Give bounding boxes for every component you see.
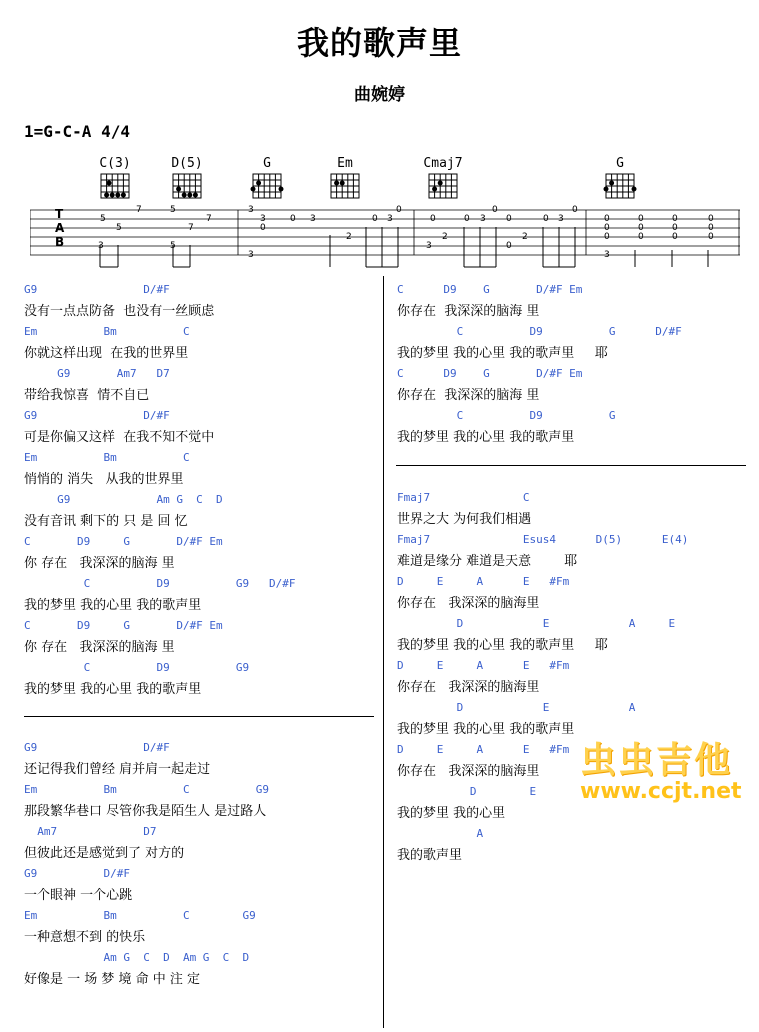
svg-text:5: 5 (100, 214, 106, 224)
svg-text:0: 0 (506, 241, 512, 251)
guitar-tab-staff (30, 205, 740, 275)
chord-name: G (616, 156, 624, 171)
lyric-line: 但彼此还是感觉到了 对方的 (24, 846, 185, 861)
svg-text:0: 0 (708, 223, 714, 233)
svg-text:2: 2 (346, 232, 352, 242)
svg-text:3: 3 (98, 241, 104, 251)
svg-text:0: 0 (290, 214, 296, 224)
tab-label: A (55, 221, 65, 235)
site-watermark (580, 732, 755, 804)
lyric-line: 悄悄的 消失 从我的世界里 (24, 472, 184, 487)
chord-line: C D9 G D/#F (397, 325, 682, 338)
lyric-line: 我的梦里 我的心里 我的歌声里 (24, 598, 202, 613)
chord-line: Am7 D7 (24, 825, 157, 838)
column-divider (383, 276, 384, 1028)
svg-text:3: 3 (260, 214, 266, 224)
chord-name: G (263, 156, 271, 171)
lyric-line: 你存在 我深深的脑海 里 (397, 304, 540, 319)
lyric-line: 一个眼神 一个心跳 (24, 888, 133, 903)
lyric-line: 还记得我们曾经 肩并肩一起走过 (24, 762, 211, 777)
lyric-line: 你就这样出现 在我的世界里 (24, 346, 189, 361)
svg-text:0: 0 (672, 232, 678, 242)
artist-name: 曲婉婷 (354, 85, 405, 105)
chord-line: G9 D/#F (24, 867, 130, 880)
chord-line: G9 Am G C D (24, 493, 223, 506)
svg-text:0: 0 (604, 223, 610, 233)
chord-line: D E A E #Fm (397, 743, 570, 756)
lyric-line: 一种意想不到 的快乐 (24, 930, 146, 945)
svg-text:3: 3 (426, 241, 432, 251)
svg-text:0: 0 (260, 223, 266, 233)
chord-line: Em Bm C (24, 325, 190, 338)
svg-text:7: 7 (206, 214, 212, 224)
lyric-line: 没有一点点防备 也没有一丝顾虑 (24, 304, 215, 319)
svg-text:0: 0 (604, 232, 610, 242)
svg-text:7: 7 (136, 205, 142, 215)
lyric-line: 我的梦里 我的心里 我的歌声里 (397, 430, 575, 445)
lyric-line: 你存在 我深深的脑海里 (397, 764, 540, 779)
chord-line: Am G C D Am G C D (24, 951, 250, 964)
svg-text:0: 0 (638, 232, 644, 242)
lyric-line: 你存在 我深深的脑海里 (397, 680, 540, 695)
chord-line: Fmaj7 C (397, 491, 530, 504)
svg-text:5: 5 (170, 241, 176, 251)
svg-text:0: 0 (430, 214, 436, 224)
chord-name: Em (337, 156, 353, 171)
svg-text:2: 2 (522, 232, 528, 242)
svg-text:3: 3 (248, 250, 254, 260)
chord-diagram (423, 172, 463, 200)
section-divider (24, 716, 374, 717)
chord-line: D E A E #Fm (397, 575, 570, 588)
svg-text:0: 0 (464, 214, 470, 224)
chord-line: Em Bm C G9 (24, 783, 270, 796)
chord-line: G9 D/#F (24, 741, 170, 754)
svg-text:0: 0 (604, 214, 610, 224)
svg-text:7: 7 (188, 223, 194, 233)
chord-diagram (247, 172, 287, 200)
chord-line: D E (397, 785, 537, 798)
svg-text:3: 3 (310, 214, 316, 224)
chord-line: Em Bm C (24, 451, 190, 464)
lyric-line: 我的梦里 我的心里 我的歌声里 耶 (397, 638, 608, 653)
chord-line: A (397, 827, 484, 840)
tab-label: T (55, 207, 64, 221)
svg-text:5: 5 (116, 223, 122, 233)
chord-line: D E A E #Fm (397, 659, 570, 672)
svg-text:5: 5 (170, 205, 176, 215)
lyric-line: 你存在 我深深的脑海 里 (397, 388, 540, 403)
chord-line: C D9 G9 D/#F (24, 577, 296, 590)
lyric-line: 你 存在 我深深的脑海 里 (24, 556, 175, 571)
key-signature: 1=G-C-A 4/4 (24, 122, 130, 141)
svg-text:0: 0 (638, 214, 644, 224)
svg-text:0: 0 (638, 223, 644, 233)
lyric-line: 我的梦里 我的心里 我的歌声里 (24, 682, 202, 697)
lyric-line: 我的梦里 我的心里 我的歌声里 耶 (397, 346, 608, 361)
watermark-url: www.ccjt.net (580, 779, 742, 804)
section-divider (396, 465, 746, 466)
chord-line: D E A (397, 701, 636, 714)
lyric-line: 没有音讯 剩下的 只 是 回 忆 (24, 514, 188, 529)
svg-text:0: 0 (572, 205, 578, 215)
lyric-line: 我的梦里 我的心里 我的歌声里 (397, 722, 575, 737)
svg-text:0: 0 (372, 214, 378, 224)
chord-line: C D9 G9 (24, 661, 250, 674)
chord-diagram (325, 172, 365, 200)
lyric-line: 可是你偏又这样 在我不知不觉中 (24, 430, 215, 445)
svg-text:3: 3 (248, 205, 254, 215)
watermark-logo-text: 虫虫吉他 (580, 740, 733, 781)
lyric-line: 世界之大 为何我们相遇 (397, 512, 532, 527)
svg-text:0: 0 (506, 214, 512, 224)
chord-name: C(3) (99, 156, 131, 171)
chord-diagram (167, 172, 207, 200)
lyric-line: 你 存在 我深深的脑海 里 (24, 640, 175, 655)
chord-line: G9 D/#F (24, 283, 170, 296)
lyric-line: 我的歌声里 (397, 848, 463, 863)
lyric-line: 你存在 我深深的脑海里 (397, 596, 540, 611)
chord-name: D(5) (171, 156, 203, 171)
tab-label: B (55, 235, 65, 249)
lyric-line: 那段繁华巷口 尽管你我是陌生人 是过路人 (24, 804, 267, 819)
lyric-line: 好像是 一 场 梦 境 命 中 注 定 (24, 972, 201, 987)
svg-text:0: 0 (492, 205, 498, 215)
chord-diagram (95, 172, 135, 200)
lyric-line: 难道是缘分 难道是天意 耶 (397, 554, 578, 569)
svg-text:3: 3 (558, 214, 564, 224)
chord-line: Fmaj7 Esus4 D(5) E(4) (397, 533, 689, 546)
chord-line: G9 Am7 D7 (24, 367, 170, 380)
svg-text:0: 0 (672, 223, 678, 233)
chord-line: C D9 G (397, 409, 616, 422)
svg-text:2: 2 (442, 232, 448, 242)
svg-text:0: 0 (708, 214, 714, 224)
chord-line: C D9 G D/#F Em (397, 283, 583, 296)
svg-text:0: 0 (672, 214, 678, 224)
svg-text:0: 0 (396, 205, 402, 215)
svg-text:0: 0 (543, 214, 549, 224)
chord-diagram (600, 172, 640, 200)
chord-line: C D9 G D/#F Em (397, 367, 583, 380)
chord-line: D E A E (397, 617, 676, 630)
chord-line: Em Bm C G9 (24, 909, 256, 922)
page-title: 我的歌声里 (296, 24, 462, 62)
svg-text:3: 3 (387, 214, 393, 224)
chord-name: Cmaj7 (423, 156, 463, 171)
chord-line: C D9 G D/#F Em (24, 619, 223, 632)
lyric-line: 我的梦里 我的心里 (397, 806, 506, 821)
svg-text:0: 0 (708, 232, 714, 242)
chord-line: G9 D/#F (24, 409, 170, 422)
svg-text:3: 3 (480, 214, 486, 224)
chord-line: C D9 G D/#F Em (24, 535, 223, 548)
lyric-line: 带给我惊喜 情不自已 (24, 388, 150, 403)
svg-text:3: 3 (604, 250, 610, 260)
